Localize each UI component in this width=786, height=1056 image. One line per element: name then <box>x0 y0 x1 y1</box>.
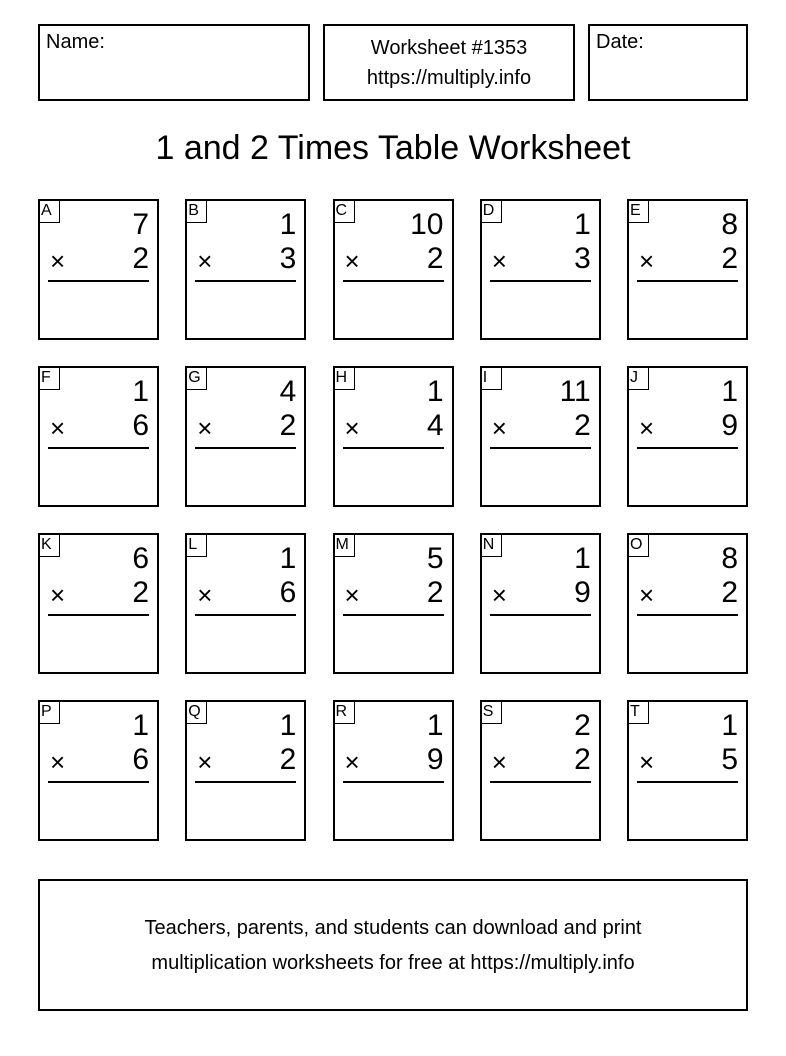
multiplicand: 1 <box>426 709 444 742</box>
times-sign: × <box>197 747 213 777</box>
answer-line <box>343 614 444 616</box>
times-sign: × <box>491 580 507 610</box>
problem-card[interactable] <box>38 533 159 674</box>
problem-card[interactable] <box>38 199 159 340</box>
answer-line <box>637 781 738 783</box>
problem-card[interactable] <box>627 199 748 340</box>
problem-card[interactable] <box>480 199 601 340</box>
problem-letter: D <box>480 199 502 223</box>
multiplicand: 1 <box>426 375 444 408</box>
multiplicand: 8 <box>721 542 738 575</box>
problem-card[interactable] <box>333 366 454 507</box>
multiplicand: 7 <box>132 208 149 241</box>
name-field-box[interactable] <box>38 24 310 101</box>
problem-letter: C <box>333 199 355 223</box>
date-field-box[interactable] <box>588 24 748 101</box>
worksheet-info-box <box>323 24 575 101</box>
answer-line <box>637 280 738 282</box>
problem-card[interactable] <box>185 366 306 507</box>
answer-line <box>48 280 149 282</box>
answer-line <box>195 781 296 783</box>
problem-card[interactable] <box>38 366 159 507</box>
times-sign: × <box>344 580 360 610</box>
multiplier: 3 <box>279 242 297 275</box>
problem-letter: L <box>185 533 207 557</box>
answer-line <box>637 447 738 449</box>
multiplicand: 1 <box>574 208 591 241</box>
times-sign: × <box>197 246 213 276</box>
multiplicand: 5 <box>426 542 444 575</box>
problem-card[interactable] <box>480 366 601 507</box>
multiplicand: 11 <box>559 375 591 408</box>
worksheet-number: Worksheet #1353 <box>370 37 528 59</box>
problem-letter: B <box>185 199 207 223</box>
multiplier: 2 <box>721 576 738 609</box>
multiplier: 6 <box>132 409 149 442</box>
date-label: Date: <box>596 31 644 53</box>
problem-card[interactable] <box>333 700 454 841</box>
times-sign: × <box>639 580 655 610</box>
times-sign: × <box>344 747 360 777</box>
problem-letter: O <box>627 533 649 557</box>
problem-letter: P <box>38 700 60 724</box>
multiplier: 3 <box>574 242 591 275</box>
problem-letter: H <box>333 366 355 390</box>
problem-grid <box>38 199 748 842</box>
problem-card[interactable] <box>185 533 306 674</box>
problem-letter: R <box>333 700 355 724</box>
problem-card[interactable] <box>627 700 748 841</box>
multiplier: 5 <box>721 743 738 776</box>
multiplier: 2 <box>279 743 297 776</box>
multiplier: 9 <box>574 576 591 609</box>
multiplicand: 6 <box>132 542 149 575</box>
problem-card[interactable] <box>627 366 748 507</box>
worksheet-url[interactable]: https://multiply.info <box>366 67 532 89</box>
answer-line <box>490 447 591 449</box>
multiplier: 6 <box>279 576 297 609</box>
times-sign: × <box>639 246 655 276</box>
problem-card[interactable] <box>38 700 159 841</box>
multiplier: 2 <box>574 743 591 776</box>
problem-letter: E <box>627 199 649 223</box>
multiplier: 4 <box>426 409 444 442</box>
multiplicand: 2 <box>574 709 591 742</box>
multiplicand: 8 <box>721 208 738 241</box>
times-sign: × <box>639 747 655 777</box>
times-sign: × <box>491 747 507 777</box>
problem-letter: M <box>333 533 355 557</box>
answer-line <box>490 781 591 783</box>
footer-box <box>38 879 748 1011</box>
problem-letter: T <box>627 700 649 724</box>
times-sign: × <box>50 246 66 276</box>
problem-card[interactable] <box>480 700 601 841</box>
multiplicand: 1 <box>132 709 149 742</box>
problem-letter: S <box>480 700 502 724</box>
multiplier: 9 <box>426 743 444 776</box>
problem-card[interactable] <box>185 199 306 340</box>
footer-line-2: multiplication worksheets for free at https://multiply.info <box>151 952 635 974</box>
answer-line <box>48 614 149 616</box>
times-sign: × <box>344 246 360 276</box>
problem-letter: G <box>185 366 207 390</box>
problem-card[interactable] <box>333 533 454 674</box>
times-sign: × <box>491 246 507 276</box>
multiplier: 2 <box>426 242 444 275</box>
answer-line <box>490 280 591 282</box>
multiplicand: 10 <box>410 208 444 241</box>
multiplier: 6 <box>132 743 149 776</box>
answer-line <box>343 781 444 783</box>
problem-card[interactable] <box>185 700 306 841</box>
times-sign: × <box>197 580 213 610</box>
multiplier: 2 <box>132 576 149 609</box>
multiplicand: 1 <box>721 709 738 742</box>
problem-letter: K <box>38 533 60 557</box>
multiplier: 2 <box>132 242 149 275</box>
page-title: 1 and 2 Times Table Worksheet <box>155 129 631 167</box>
multiplier: 2 <box>574 409 591 442</box>
problem-card[interactable] <box>333 199 454 340</box>
footer-line-1: Teachers, parents, and students can download and print <box>144 917 642 939</box>
answer-line <box>195 614 296 616</box>
problem-letter: N <box>480 533 502 557</box>
problem-letter: J <box>627 366 649 390</box>
answer-line <box>48 781 149 783</box>
answer-line <box>48 447 149 449</box>
problem-letter: I <box>480 366 502 390</box>
multiplicand: 1 <box>279 208 297 241</box>
problem-letter: A <box>38 199 60 223</box>
multiplicand: 4 <box>279 375 297 408</box>
multiplier: 2 <box>721 242 738 275</box>
times-sign: × <box>50 580 66 610</box>
answer-line <box>195 447 296 449</box>
times-sign: × <box>344 413 360 443</box>
multiplicand: 1 <box>279 709 297 742</box>
answer-line <box>343 280 444 282</box>
multiplicand: 1 <box>132 375 149 408</box>
answer-line <box>195 280 296 282</box>
answer-line <box>637 614 738 616</box>
multiplicand: 1 <box>279 542 297 575</box>
times-sign: × <box>197 413 213 443</box>
times-sign: × <box>639 413 655 443</box>
times-sign: × <box>50 413 66 443</box>
multiplier: 2 <box>426 576 444 609</box>
multiplier: 2 <box>279 409 297 442</box>
multiplier: 9 <box>721 409 738 442</box>
multiplicand: 1 <box>721 375 738 408</box>
problem-letter: Q <box>185 700 207 724</box>
problem-letter: F <box>38 366 60 390</box>
answer-line <box>343 447 444 449</box>
answer-line <box>490 614 591 616</box>
multiplicand: 1 <box>574 542 591 575</box>
times-sign: × <box>50 747 66 777</box>
problem-card[interactable] <box>627 533 748 674</box>
problem-card[interactable] <box>480 533 601 674</box>
times-sign: × <box>491 413 507 443</box>
name-label: Name: <box>46 31 105 53</box>
